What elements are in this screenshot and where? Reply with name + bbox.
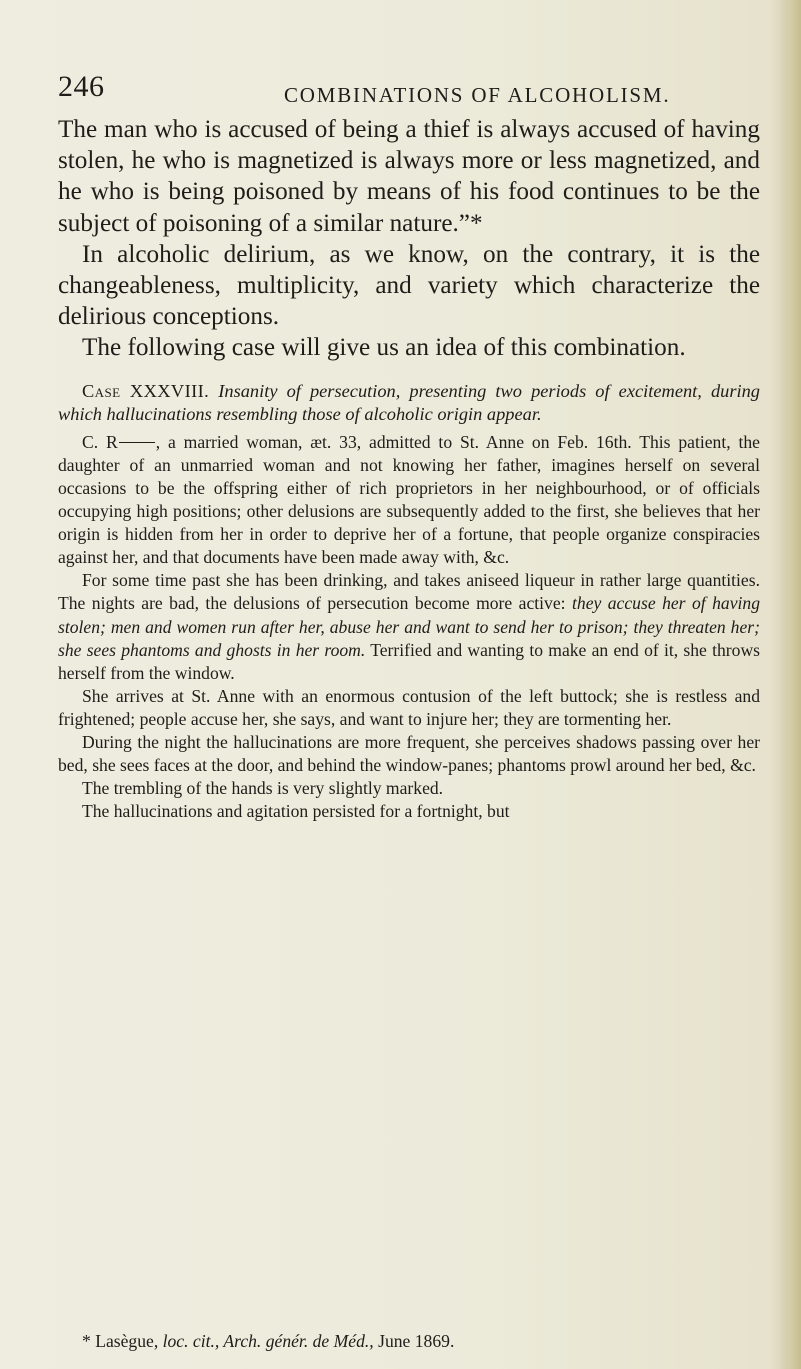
page-header	[58, 72, 758, 112]
case-paragraph-night: During the night the hallucinations are more frequent, she perceives shadows passing over her bed, she sees faces at the door, and behind the window-panes; phantoms prowl around her bed, &c.	[58, 732, 760, 776]
case-heading	[58, 380, 760, 427]
case-paragraph-arrival: She arrives at St. Anne with an enormous contusion of the left buttock; she is restless and frightened; people accuse her, she says, and want to injure her; they are tormenting her.	[58, 685, 760, 729]
case-title: Insanity of persecution, presenting two periods of excitement, during which hallucinations resembling those of alcoholic origin appear.	[58, 381, 760, 425]
running-head: COMBINATIONS OF ALCOHOLISM.	[284, 83, 671, 107]
footnote-reference: loc. cit., Arch. génér. de Méd.,	[162, 1331, 374, 1351]
page-number: 246	[58, 70, 105, 103]
footnote-marker: *	[82, 1331, 91, 1351]
paragraph-alcoholic-delirium: In alcoholic delirium, as we know, on the contrary, it is the changeableness, multiplicity, and variety which characterize the delirious conceptions.	[58, 240, 760, 331]
case-paragraph-trembling: The trembling of the hands is very slightly marked.	[82, 778, 444, 799]
case-paragraph-history	[58, 431, 760, 570]
paragraph-quote-end: The man who is accused of being a thief is always accused of having stolen, he who is magnetized is always more or less magnetized, and he who is being poisoned by means of his food continues to be the subject of poisoning of a similar nature.”*	[58, 116, 760, 237]
patient-initials: C. R	[82, 431, 118, 452]
window-text: Terrified and wanting to make an end of it, she throws herself from the window.	[58, 639, 761, 683]
case-paragraph-drinking	[58, 569, 760, 684]
case-report	[58, 380, 760, 823]
delusions-italic: they accuse her of having stolen; men and women run after her, abuse her and want to send her to prison; they threaten her; she sees phantoms and ghosts in her room.	[58, 593, 760, 660]
paragraph-following-case: The following case will give us an idea of this combination.	[82, 334, 686, 362]
history-text: , a married woman, æt. 33, admitted to St. Anne on Feb. 16th. This patient, the daughter of an unmarried woman and not knowing her father, imagines herself on several occasions to be the offspring either of rich proprietors in her neighbourhood, or of officials occupying high positions; other delusions are subsequently added to the first, she believes that her origin is hidden from her in order to deprive her of a fortune, that people organize conspiracies against her, and that documents have been made away with, &c.	[58, 431, 760, 568]
name-dash	[119, 442, 155, 443]
page-edge-shadow	[779, 0, 801, 1369]
case-paragraph-persisted: The hallucinations and agitation persisted for a fortnight, but	[82, 801, 510, 822]
footnote-date: June 1869.	[378, 1331, 455, 1351]
case-label: Case XXXVIII.	[82, 381, 210, 401]
footnote	[82, 1330, 762, 1352]
drinking-text: For some time past she has been drinking, and takes aniseed liqueur in rather large quantities. The nights are bad, the delusions of persecution become more active:	[58, 570, 760, 614]
footnote-author: Lasègue,	[95, 1331, 159, 1351]
main-text	[58, 114, 760, 364]
